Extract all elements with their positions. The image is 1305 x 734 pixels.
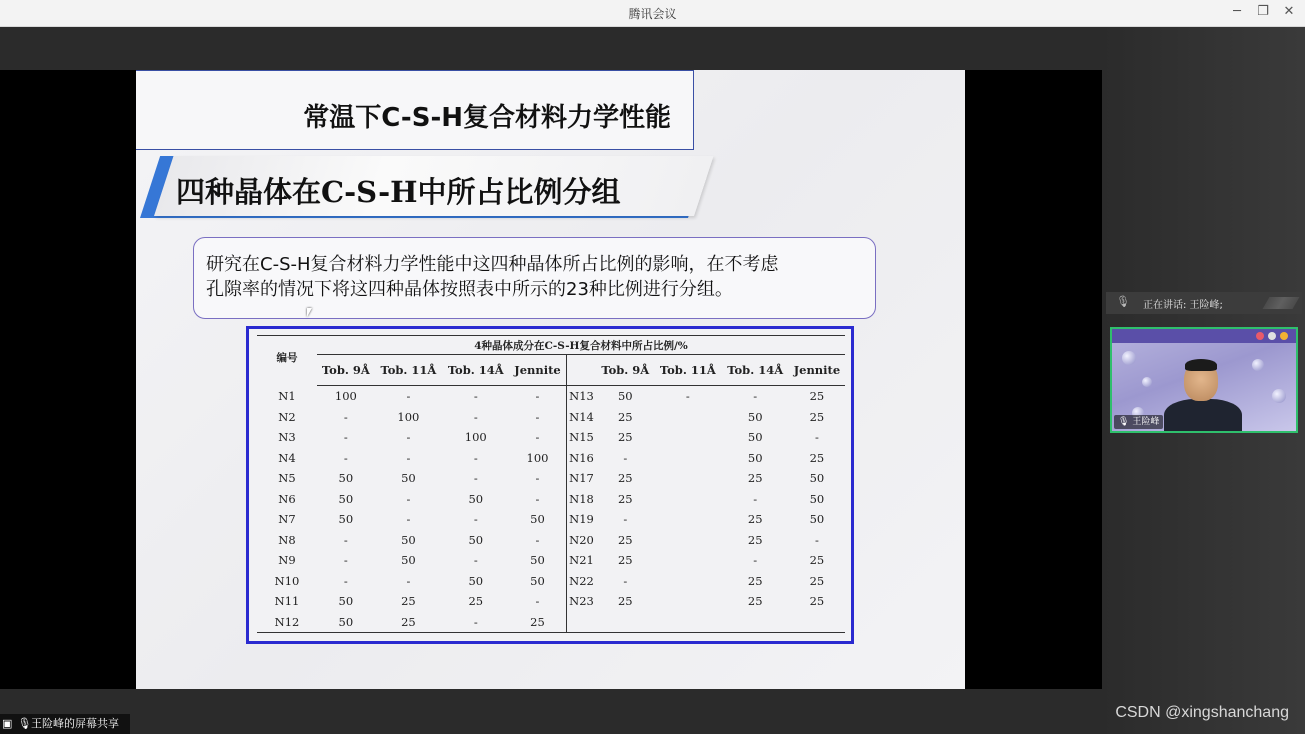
table-cell: - [343,553,348,568]
table-cell: - [535,389,540,404]
table-row [257,386,845,407]
table-cell: - [406,389,411,404]
row-id-cell: N22 [566,571,596,592]
table-cell: 25 [509,612,566,633]
microphone-icon: 🎙 [17,717,32,730]
table-cell: 25 [617,491,633,506]
table-cell: 50 [338,512,354,527]
table-row [257,550,845,571]
screen-icon: ▣ [2,717,13,730]
row-id-cell: N21 [566,550,596,571]
table-cell: 50 [530,512,545,527]
table-cell: - [535,430,540,445]
row-id-cell: N5 [278,471,296,486]
table-cell: 25 [747,471,763,486]
table-cell [654,489,721,510]
table-cell: - [343,430,348,445]
table-cell: 25 [809,573,825,588]
description-line-1: 研究在C-S-H复合材料力学性能中这四种晶体所占比例的影响，在不考虑 [206,254,779,275]
table-cell: 25 [617,553,633,568]
table-cell: 50 [468,573,484,588]
column-header: Tob. 14Å [442,355,509,386]
speaking-indicator [1106,292,1302,314]
table-cell: - [535,532,540,547]
speaker-body [1164,399,1242,433]
table-cell [789,612,845,633]
table-cell: - [343,573,348,588]
table-cell [654,571,721,592]
table-cell: 50 [468,532,484,547]
table-cell [654,448,721,469]
mouse-cursor-icon [307,308,312,317]
table-cell: 50 [338,594,354,609]
table-cell: - [623,573,628,588]
table-cell: - [753,553,758,568]
table-row [257,591,845,612]
table-cell: 25 [747,512,763,527]
column-header: Tob. 9Å [596,355,654,386]
table-cell: 25 [809,450,825,465]
table-caption: 4种晶体成分在C-S-H复合材料中所占比例/% [317,336,845,355]
table-cell: - [406,491,411,506]
table-cell: 100 [526,450,549,465]
table-cell: 50 [530,553,545,568]
table-cell: - [535,409,540,424]
table-cell: 25 [617,409,633,424]
table-cell: 25 [747,594,763,609]
table-cell: 25 [809,553,825,568]
description-line-2: 孔隙率的情况下将这四种晶体按照表中所示的23种比例进行分组。 [206,279,733,300]
table-cell: 25 [747,573,763,588]
row-id-cell: N7 [278,512,296,527]
participant-video-tile[interactable] [1110,327,1298,433]
microphone-icon: 🎙 [1118,417,1130,427]
table-cell: 25 [617,430,633,445]
description-box [193,237,876,319]
table-row [257,468,845,489]
row-id-cell: N6 [278,491,296,506]
column-header: Tob. 11Å [654,355,721,386]
molecule-graphic [1272,389,1286,403]
row-id-cell: N14 [566,407,596,428]
table-cell: 25 [809,594,825,609]
restore-icon[interactable]: ❐ [1257,4,1269,19]
table-row [257,448,845,469]
table-row [257,407,845,428]
table-body [257,386,845,633]
table-cell: - [343,450,348,465]
table-cell: - [473,389,478,404]
row-id-cell: N19 [566,509,596,530]
ratio-table [257,335,845,633]
column-header-row [257,355,845,386]
table-cell: - [814,532,819,547]
table-cell: - [623,450,628,465]
row-id-cell: N13 [566,386,596,407]
row-id-cell: N9 [278,553,296,568]
share-indicator-label: 王险峰的屏幕共享 [31,717,119,730]
table-cell: 50 [317,612,375,633]
table-cell: - [406,430,411,445]
table-cell [654,591,721,612]
table-cell: 50 [747,409,763,424]
row-id-cell: N20 [566,530,596,551]
column-header: Tob. 11Å [375,355,442,386]
section-banner-text: 四种晶体在C-S-H中所占比例分组 [176,175,621,209]
window-title: 腾讯会议 [628,7,677,21]
table-cell: 50 [338,491,354,506]
table-cell: 25 [747,532,763,547]
table-cell: 25 [401,594,416,609]
table-cell: 100 [397,409,420,424]
row-id-cell: N2 [278,409,296,424]
window-titlebar [0,0,1305,27]
row-id-cell: N15 [566,427,596,448]
id-column-header: 编号 [257,336,317,386]
table-cell: - [343,409,348,424]
table-cell: - [473,553,478,568]
table-cell: 25 [809,389,825,404]
share-bottom-band [0,689,1102,734]
row-id-cell: N10 [274,573,300,588]
table-cell: - [406,512,411,527]
table-cell [722,612,789,633]
share-top-band [0,27,1102,70]
table-cell: - [442,612,509,633]
table-cell [654,427,721,448]
row-id-cell [566,612,596,633]
table-row [257,489,845,510]
row-id-cell: N17 [566,468,596,489]
row-id-cell: N3 [278,430,296,445]
table-row [257,509,845,530]
table-cell: - [473,409,478,424]
slide-title: 常温下C-S-H复合材料力学性能 [303,103,671,133]
audio-level-icon [1263,297,1300,309]
table-cell: - [753,389,758,404]
table-cell: 50 [401,532,416,547]
screen-share-indicator[interactable] [0,714,130,734]
minimize-icon[interactable]: ─ [1233,4,1241,19]
molecule-graphic [1142,377,1152,387]
column-header: Jennite [789,355,845,386]
table-cell: - [623,512,628,527]
table-cell [654,550,721,571]
table-cell: - [473,512,478,527]
table-cell: 50 [468,491,484,506]
table-cell [654,509,721,530]
ratio-table-frame [246,326,854,644]
table-cell [654,468,721,489]
row-id-cell: N23 [566,591,596,612]
table-cell: 25 [617,471,633,486]
table-row [257,530,845,551]
table-cell: - [406,573,411,588]
table-cell: - [753,491,758,506]
table-cell: 25 [468,594,484,609]
table-cell: 50 [809,471,825,486]
table-cell: - [685,389,690,404]
presentation-slide [136,70,965,689]
table-cell: 50 [747,430,763,445]
window-controls [1229,3,1297,21]
row-id-cell: N11 [274,594,300,609]
row-id-cell: N1 [278,389,296,403]
table-cell [654,612,721,633]
table-cell: 50 [338,471,354,486]
table-cell: - [473,471,478,486]
table-row [257,571,845,592]
speaker-hair [1185,359,1217,371]
table-cell: - [473,450,478,465]
video-banner-strip [1112,329,1296,343]
molecule-graphic [1122,351,1136,365]
table-cell: 50 [809,512,825,527]
logo-dot-icon [1268,332,1276,340]
table-cell [654,407,721,428]
row-id-cell: N18 [566,489,596,510]
table-cell: 25 [375,612,442,633]
participant-name-tag [1114,415,1163,429]
table-cell: 50 [401,553,416,568]
column-header [566,355,596,386]
table-cell: 50 [809,491,825,506]
watermark: CSDN @xingshanchang [1115,704,1289,721]
table-cell: - [535,491,540,506]
column-header: Tob. 14Å [722,355,789,386]
table-cell: 25 [617,532,633,547]
table-cell: 50 [530,573,545,588]
table-cell: 50 [617,389,633,404]
table-cell: 50 [401,471,416,486]
column-header: Jennite [509,355,566,386]
speaking-label: 正在讲话: 王险峰; [1143,300,1223,311]
slide-title-box [136,70,694,150]
microphone-icon: 🎙 [1116,295,1130,308]
table-cell: - [535,594,540,609]
table-cell: 100 [464,430,487,445]
close-icon[interactable]: ✕ [1283,4,1295,19]
table-cell: 100 [334,389,357,404]
participant-name: 王险峰 [1132,417,1160,427]
row-id-cell: N16 [566,448,596,469]
table-row [257,612,845,633]
table-cell: - [814,430,819,445]
logo-dot-icon [1280,332,1288,340]
table-cell: - [535,471,540,486]
logo-dot-icon [1256,332,1264,340]
row-id-cell: N8 [278,532,296,547]
table-cell: - [343,532,348,547]
row-id-cell: N4 [278,450,296,465]
table-row [257,427,845,448]
molecule-graphic [1252,359,1264,371]
table-cell: 25 [809,409,825,424]
table-cell: 25 [617,594,633,609]
table-cell: 50 [747,450,763,465]
table-cell: - [406,450,411,465]
column-header: Tob. 9Å [317,355,375,386]
table-cell [596,612,654,633]
row-id-cell: N12 [257,612,317,633]
table-cell [654,530,721,551]
